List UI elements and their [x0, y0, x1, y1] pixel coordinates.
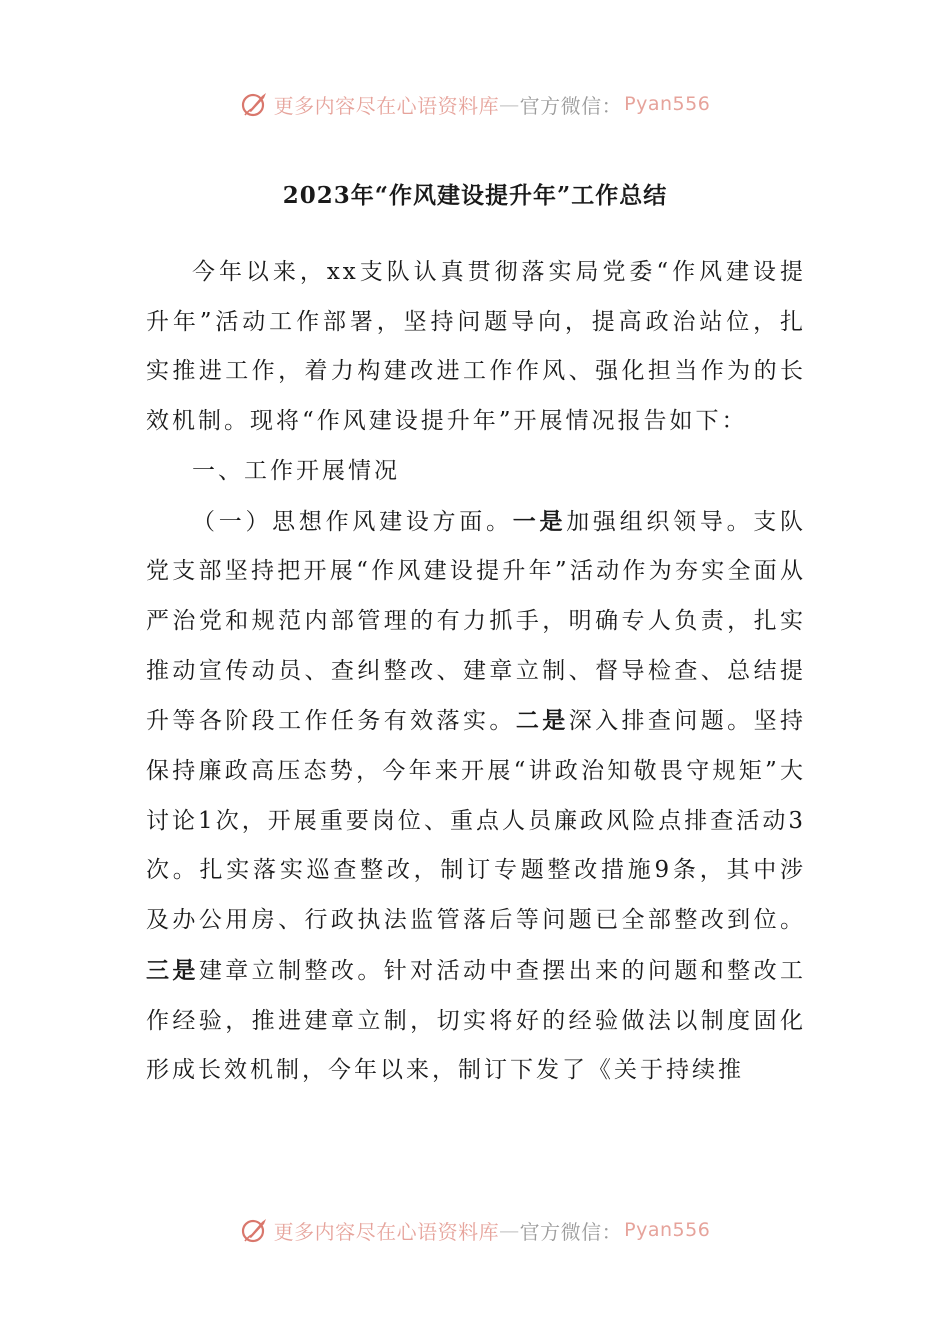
document-body — [146, 248, 806, 1096]
watermark-official-label: 官方微信： — [519, 93, 623, 118]
section1-lead: （一）思想作风建设方面。 — [192, 508, 513, 535]
item1-text: 加强组织领导。支队党支部坚持把开展“作风建设提升年”活动作为夯实全面从严治党和规范内部管理的有力抓手，明确专人负责，扎实推动宣传动员、查纠整改、建章立制、督导检查、总结提升等各阶段工作任务有效落实。 — [146, 508, 807, 735]
watermark-dash: — — [499, 92, 520, 116]
document-title: 2023年“作风建设提升年”工作总结 — [282, 182, 668, 209]
item3-marker: 三是 — [146, 956, 199, 984]
pen-nib-circle-icon — [240, 1215, 270, 1245]
watermark-wechat-id: Pyan556 — [624, 93, 711, 115]
watermark-header — [0, 84, 950, 124]
item2-text: 深入排查问题。坚持保持廉政高压态势，今年来开展“讲政治知敬畏守规矩”大讨论1次，开展重要岗位、重点人员廉政风险点排查活动3次。扎实落实巡查整改，制订专题整改措施9条，其中涉及办公用房、行政执法监管落后等问题已全部整改到位。 — [146, 708, 807, 934]
intro-paragraph: 今年以来，xx支队认真贯彻落实局党委“作风建设提升年”活动工作部署，坚持问题导向，提高政治站位，扎实推进工作，着力构建改进工作作风、强化担当作为的长效机制。现将“作风建设提升年”开展情况报告如下： — [146, 259, 806, 435]
watermark-wechat-id: Pyan556 — [624, 1219, 711, 1241]
pen-nib-circle-icon — [240, 89, 270, 119]
watermark-official-label: 官方微信： — [519, 1219, 623, 1244]
watermark-main-text: 更多内容尽在心语资料库 — [273, 93, 500, 118]
section-heading: 一、工作开展情况 — [192, 457, 400, 484]
watermark-dash: — — [499, 1218, 520, 1242]
watermark-main-text: 更多内容尽在心语资料库 — [273, 1219, 500, 1244]
item1-marker: 一是 — [512, 507, 567, 535]
section1-paragraph — [146, 497, 806, 1096]
item2-marker: 二是 — [515, 707, 569, 735]
watermark-footer — [0, 1210, 950, 1250]
item3-text: 建章立制整改。针对活动中查摆出来的问题和整改工作经验，推进建章立制，切实将好的经验做法以制度固化形成长效机制，今年以来，制订下发了《关于持续推 — [146, 957, 807, 1084]
